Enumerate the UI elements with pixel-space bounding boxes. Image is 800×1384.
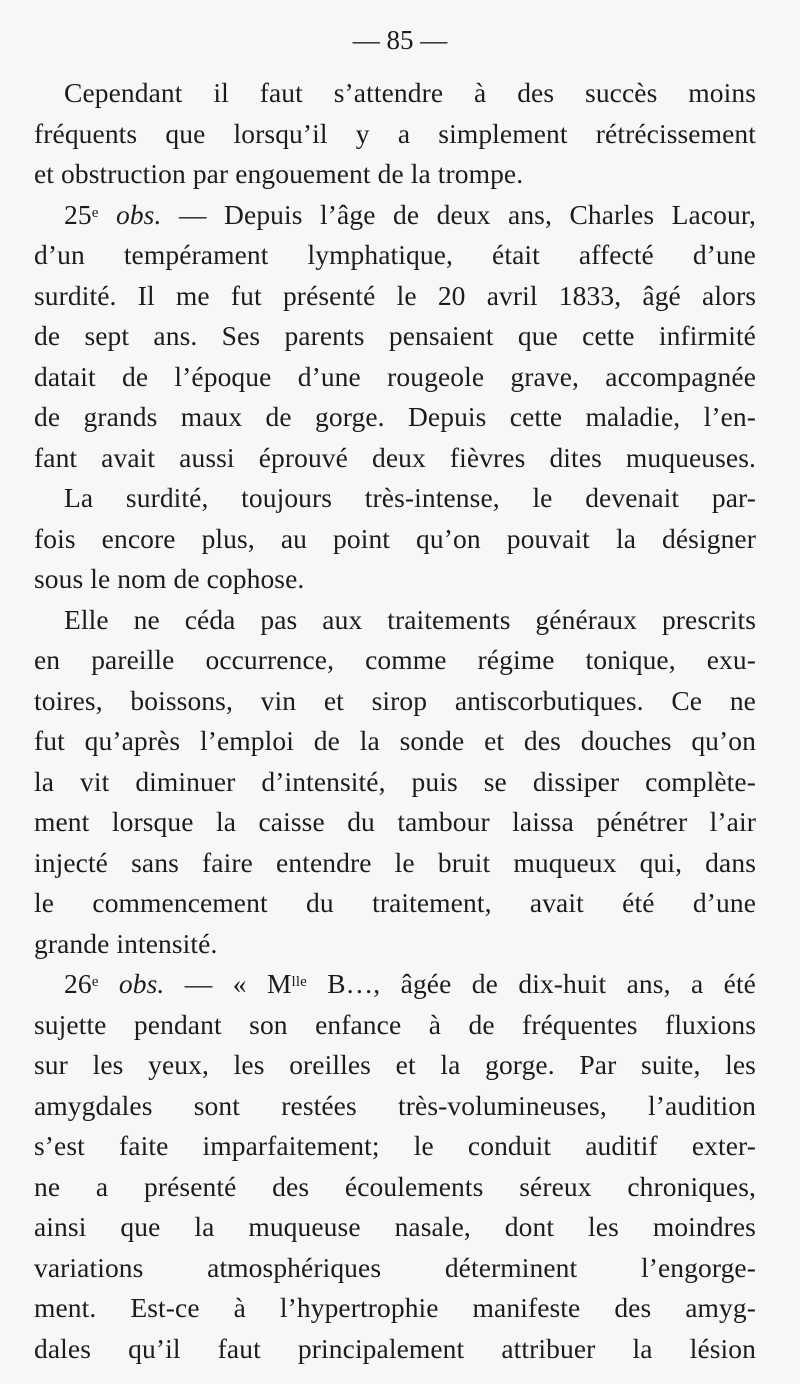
text-line: datait de l’époque d’une rougeole grave, accompagnée: [34, 360, 756, 392]
text-line: [34, 195, 756, 236]
title-superscript: lle: [291, 974, 307, 990]
text-line: fréquents que lorsqu’il y a simplement rétrécissement: [34, 117, 756, 149]
paragraph: [34, 964, 756, 1369]
text-line: sous le nom de cophose.: [34, 563, 305, 594]
observation-label: obs.: [115, 198, 162, 230]
paragraph: [34, 478, 756, 600]
text-line: [34, 964, 756, 1005]
text-line: en pareille occurrence, comme régime tonique, exu-: [34, 644, 756, 675]
observation-label: obs.: [118, 968, 165, 999]
text-line: amygdales sont restées très-volumineuses, l’audition: [34, 1089, 756, 1121]
paragraph: [34, 600, 756, 965]
text-line: ment lorsque la caisse du tambour laissa pénétrer l’air: [34, 806, 756, 837]
text-line: Cependant il faut s’attendre à des succès moins: [64, 77, 756, 108]
text-line: variations atmosphériques déterminent l’engorge-: [34, 1251, 756, 1283]
observation-number: 26: [64, 968, 92, 999]
observation-number-superscript: e: [91, 204, 99, 221]
text-line: de grands maux de gorge. Depuis cette maladie, l’en-: [34, 401, 756, 432]
page-number: — 85 —: [352, 25, 448, 55]
text-line: grande intensité.: [34, 927, 218, 959]
text-line: La surdité, toujours très-intense, le devenait par-: [64, 482, 756, 513]
text-line: fant avait aussi éprouvé deux fièvres dites muqueuses.: [34, 441, 756, 473]
text-line: de sept ans. Ses parents pensaient que cette infirmité: [34, 320, 756, 351]
text-line: fut qu’après l’emploi de la sonde et des douches qu’on: [34, 725, 756, 756]
text-line: ainsi que la muqueuse nasale, dont les moindres: [34, 1211, 756, 1242]
text-segment: — Depuis l’âge de deux ans, Charles Lacour,: [161, 198, 756, 230]
text-line: sujette pendant son enfance à de fréquentes fluxions: [34, 1008, 756, 1040]
paragraph: [34, 195, 756, 479]
text-segment: — « M: [164, 968, 292, 999]
text-line: toires, boissons, vin et sirop antiscorbutiques. Ce ne: [34, 684, 756, 716]
text-line: d’un tempérament lymphatique, était affecté d’une: [34, 239, 756, 270]
text-line: surdité. Il me fut présenté le 20 avril 1833, âgé alors: [34, 279, 756, 311]
observation-number-superscript: e: [91, 974, 99, 990]
text-line: Elle ne céda pas aux traitements généraux prescrits: [64, 603, 756, 635]
text-segment: B…, âgée de dix-huit ans, a été: [306, 968, 756, 999]
text-line: s’est faite imparfaitement; le conduit auditif exter-: [34, 1130, 756, 1161]
body-text: [34, 73, 756, 1369]
paragraph: [34, 73, 756, 195]
text-line: sur les yeux, les oreilles et la gorge. Par suite, les: [34, 1049, 756, 1080]
text-line: dales qu’il faut principalement attribuer la lésion: [34, 1332, 756, 1364]
text-line: ne a présenté des écoulements séreux chroniques,: [34, 1170, 756, 1202]
text-line: la vit diminuer d’intensité, puis se dissiper complète-: [34, 765, 756, 797]
text-line: le commencement du traitement, avait été d’une: [34, 887, 756, 918]
text-line: ment. Est-ce à l’hypertrophie manifeste des amyg-: [34, 1292, 756, 1323]
text-line: fois encore plus, au point qu’on pouvait la désigner: [34, 522, 756, 554]
text-line: et obstruction par engouement de la trompe.: [34, 158, 524, 189]
observation-number: 25: [64, 198, 92, 230]
text-line: injecté sans faire entendre le bruit muqueux qui, dans: [34, 846, 756, 878]
